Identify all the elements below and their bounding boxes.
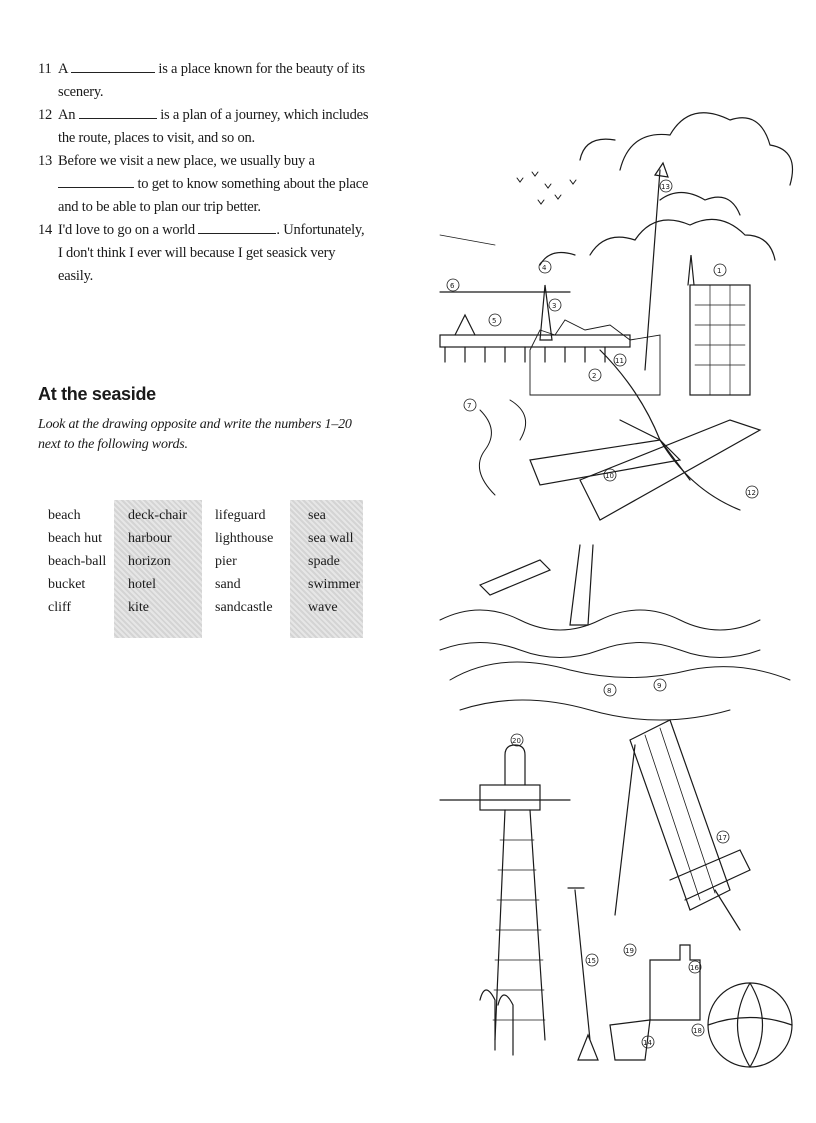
kite-string xyxy=(645,170,660,370)
word-item: pier xyxy=(215,554,237,569)
word-item: sea xyxy=(308,508,326,523)
question-number: 14 xyxy=(38,222,53,238)
section-instruction: Look at the drawing opposite and write the numbers 1–20 next to the following words. xyxy=(38,417,352,452)
label-16: 16 xyxy=(690,964,699,972)
answer-blank[interactable] xyxy=(58,173,134,188)
label-2: 2 xyxy=(592,372,597,380)
word-column-4 xyxy=(308,504,360,619)
word-box xyxy=(38,500,363,640)
word-column-1 xyxy=(48,504,106,619)
label-9: 9 xyxy=(657,682,662,690)
question-text-after: to get to know something about the place and to be able to plan our trip better. xyxy=(58,176,369,215)
beach-ball xyxy=(708,983,792,1067)
deck-chair xyxy=(615,720,750,930)
word-item: deck-chair xyxy=(128,508,188,523)
question-number: 11 xyxy=(38,61,52,77)
label-1: 1 xyxy=(717,267,722,275)
boat xyxy=(480,560,550,595)
kite-icon xyxy=(655,163,668,177)
question-text-before: Before we visit a new place, we usually buy a xyxy=(58,153,315,169)
label-13: 13 xyxy=(661,183,670,191)
label-20: 20 xyxy=(512,737,521,745)
word-item: wave xyxy=(308,600,338,615)
question-12 xyxy=(38,104,370,150)
question-13 xyxy=(38,150,370,219)
label-14: 14 xyxy=(643,1039,652,1047)
spade xyxy=(568,888,598,1060)
question-text-after: is a place known for the beauty of its scenery. xyxy=(58,61,365,100)
word-column-3 xyxy=(215,504,273,619)
question-text-after: . Unfortunately, I don't think I ever will because I get seasick very easily. xyxy=(58,222,365,284)
question-11 xyxy=(38,58,370,104)
answer-blank[interactable] xyxy=(71,58,155,73)
waves xyxy=(440,400,790,720)
question-14 xyxy=(38,219,370,288)
label-5: 5 xyxy=(492,317,497,325)
birds xyxy=(517,172,576,204)
word-item: horizon xyxy=(128,554,171,569)
word-item: kite xyxy=(128,600,149,615)
label-6: 6 xyxy=(450,282,455,290)
word-item: bucket xyxy=(48,577,86,592)
label-19: 19 xyxy=(625,947,634,955)
label-17: 17 xyxy=(718,834,727,842)
section-title: At the seaside xyxy=(38,384,156,404)
word-item: harbour xyxy=(128,531,172,546)
number-labels xyxy=(447,180,758,1048)
word-item: hotel xyxy=(128,577,156,592)
word-item: cliff xyxy=(48,600,72,615)
question-text-after: is a plan of a journey, which includes the route, places to visit, and so on. xyxy=(58,107,369,146)
word-item: beach hut xyxy=(48,531,103,546)
word-item: beach-ball xyxy=(48,554,107,569)
question-number: 12 xyxy=(38,107,53,123)
seaside-drawing xyxy=(420,80,816,1123)
pier xyxy=(440,315,630,362)
word-item: sandcastle xyxy=(215,600,273,615)
label-18: 18 xyxy=(693,1027,702,1035)
word-column-2 xyxy=(128,504,187,619)
word-item: sand xyxy=(215,577,241,592)
label-10: 10 xyxy=(605,472,614,480)
sandcastle xyxy=(650,945,700,1020)
word-item: spade xyxy=(308,554,340,569)
cliff-road xyxy=(600,350,740,510)
question-number: 13 xyxy=(38,153,53,169)
label-8: 8 xyxy=(607,687,612,695)
label-15: 15 xyxy=(587,957,596,965)
answer-blank[interactable] xyxy=(79,104,157,119)
word-item: swimmer xyxy=(308,577,361,592)
question-text-before: An xyxy=(58,107,76,123)
word-item: beach xyxy=(48,508,81,523)
town-buildings xyxy=(530,320,660,395)
label-3: 3 xyxy=(552,302,557,310)
label-11: 11 xyxy=(615,357,624,365)
harbour xyxy=(530,420,760,625)
label-4: 4 xyxy=(542,264,547,272)
question-text-before: I'd love to go on a world xyxy=(58,222,195,238)
label-7: 7 xyxy=(467,402,472,410)
word-item: lighthouse xyxy=(215,531,274,546)
lifeguard-tower xyxy=(480,745,545,1040)
gap-fill-questions xyxy=(38,58,370,288)
word-item: sea wall xyxy=(308,531,354,546)
label-12: 12 xyxy=(747,489,756,497)
question-text-before: A xyxy=(58,61,68,77)
word-item: lifeguard xyxy=(215,508,266,523)
answer-blank[interactable] xyxy=(198,219,276,234)
